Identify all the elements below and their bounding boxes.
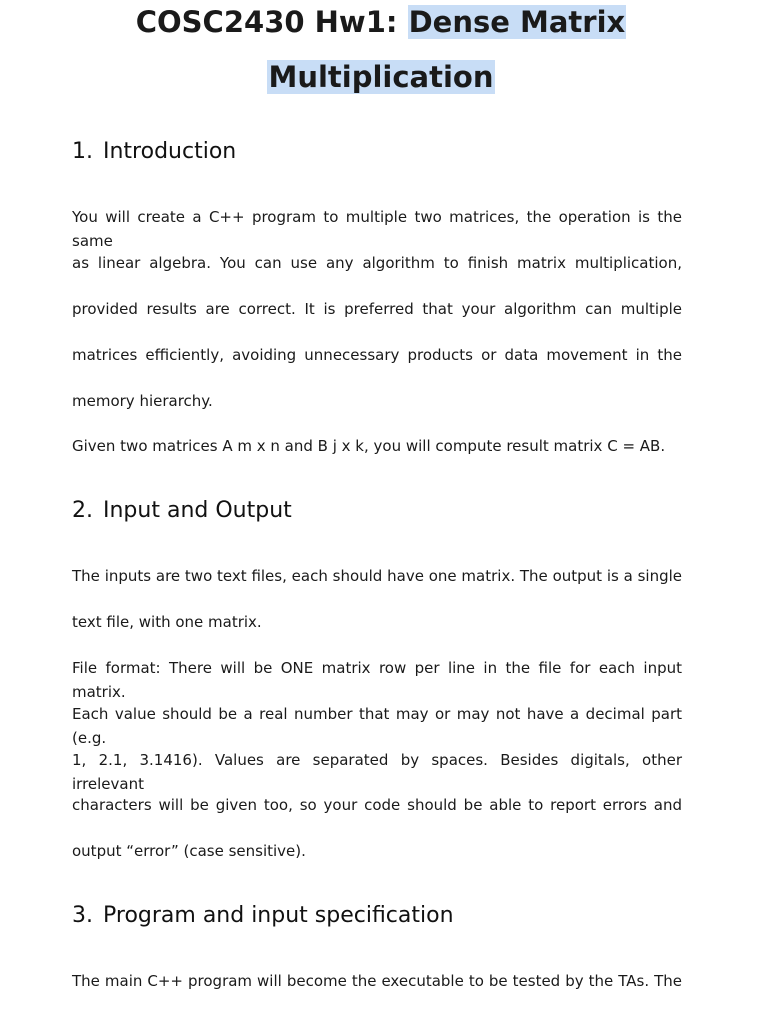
paragraph-line: Each value should be a real number that may or may not have a decimal part (e.g. xyxy=(72,705,682,747)
paragraph-line: as linear algebra. You can use any algorithm to finish matrix multiplication, xyxy=(72,254,682,272)
paragraph-line: output “error” (case sensitive). xyxy=(72,842,306,860)
section-heading-program-spec xyxy=(72,901,454,931)
title-prefix: COSC2430 Hw1: xyxy=(135,5,408,39)
section-heading-introduction xyxy=(72,137,236,167)
paragraph-line: You will create a C++ program to multiple two matrices, the operation is the same xyxy=(72,208,682,250)
section-heading-text: Input and Output xyxy=(103,498,292,523)
paragraph-line: 1, 2.1, 3.1416). Values are separated by spaces. Besides digitals, other irrelevant xyxy=(72,751,682,793)
paragraph-line: characters will be given too, so your code should be able to report errors and xyxy=(72,796,682,814)
paragraph-line: File format: There will be ONE matrix row per line in the file for each input matrix. xyxy=(72,659,682,701)
paragraph-line: provided results are correct. It is preferred that your algorithm can multiple xyxy=(72,300,682,318)
paragraph-line: text file, with one matrix. xyxy=(72,613,262,631)
section-number: 1. xyxy=(72,139,93,164)
paragraph-line: The main C++ program will become the executable to be tested by the TAs. The xyxy=(72,972,682,990)
paragraph-line: Given two matrices A m x n and B j x k, you will compute result matrix C = AB. xyxy=(72,437,666,455)
section-number: 2. xyxy=(72,498,93,523)
title-highlight-2[interactable]: Multiplication xyxy=(268,60,494,94)
document-title-line-2 xyxy=(0,57,762,97)
paragraph-line: The inputs are two text files, each should have one matrix. The output is a single xyxy=(72,567,682,585)
document-title-line-1 xyxy=(0,2,762,42)
paragraph-line: matrices efficiently, avoiding unnecessary products or data movement in the xyxy=(72,346,682,364)
paragraph-line: memory hierarchy. xyxy=(72,392,213,410)
title-highlight-1[interactable]: Dense Matrix xyxy=(408,5,626,39)
section-heading-input-output xyxy=(72,496,292,526)
section-heading-text: Program and input specification xyxy=(103,903,454,928)
section-heading-text: Introduction xyxy=(103,139,237,164)
section-number: 3. xyxy=(72,903,93,928)
